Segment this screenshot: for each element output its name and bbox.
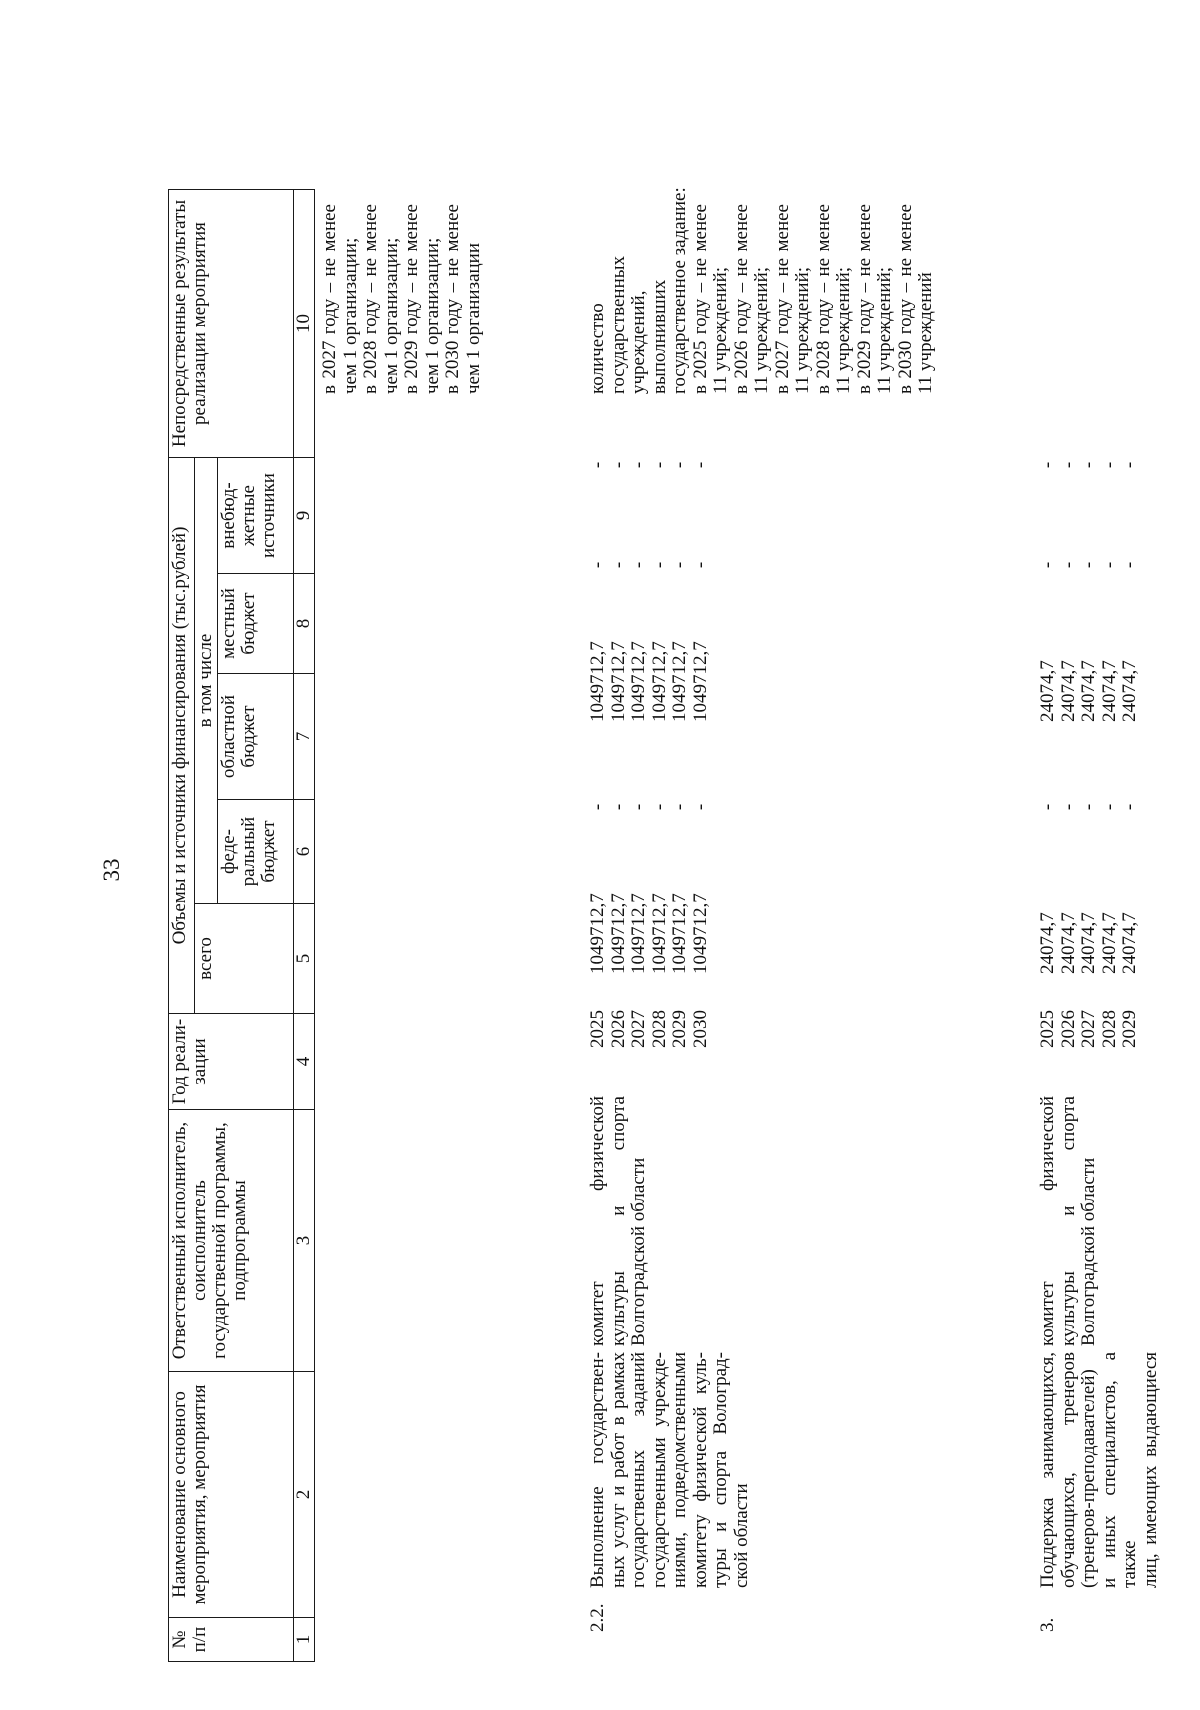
header-funding: Объемы и источники финансирования (тыс.рублей) [169,458,195,1014]
continuation-results [320,204,484,394]
result-line: чем 1 организации; [421,237,443,394]
year-value: 2025 [1037,1010,1058,1048]
header-extra: внебюд-жетные источники [218,458,294,574]
amount-value: - [689,561,711,569]
amount-value: - [587,561,608,569]
measure-name [1038,1352,1161,1588]
col-number-6: 6 [294,800,315,904]
year-value: 2026 [607,1010,629,1048]
text-line: Волгоградской области [1078,1157,1099,1346]
amount-value: - [1037,561,1058,569]
amount-value: - [1098,461,1120,469]
result-line: в 2029 году – не менее [401,204,422,394]
amount-value: - [669,803,690,811]
text-line: Поддержка занимающихся, [1037,1352,1058,1588]
header-local: местный бюджет [218,574,294,674]
text-line: государственных заданий [628,1352,649,1588]
result-line: 11 учреждений [915,272,936,394]
year-value: 2029 [669,1010,690,1048]
years [588,996,711,1048]
header-total: всего [195,904,294,1014]
text-line: ных услуг и работ в рамках [607,1352,629,1588]
result-line: в 2029 году – не менее [853,204,875,394]
regional-values [588,612,711,722]
amount-value: - [1119,803,1140,811]
amount-value: - [648,561,670,569]
result-line: количество государственных [587,255,629,394]
result-line: 11 учреждений; [792,266,813,394]
amount-value: 1049712,7 [689,893,711,974]
header-results: Непосредственные результаты реализации мероприятия [169,190,294,458]
amount-value: 1049712,7 [587,641,608,722]
page-number: 33 [99,858,124,882]
total-values [588,874,711,974]
header-measure-name: Наименование основного мероприятия, мероприятия [169,1372,294,1618]
col-number-1: 1 [294,1618,315,1662]
year-value: 2030 [689,1010,711,1048]
amount-value: 1049712,7 [607,893,629,974]
amount-value: - [607,803,629,811]
result-line: чем 1 организации; [380,237,402,394]
amount-value: - [607,461,629,469]
amount-value: 24074,7 [1057,912,1079,974]
text-line: ниями, подведомственными [669,1352,690,1588]
amount-value: 24074,7 [1037,912,1058,974]
amount-value: - [689,803,711,811]
text-line: Волгоградской области [628,1157,649,1346]
amount-value: - [1098,561,1120,569]
text-line: комитет физической [587,1096,608,1346]
years [1038,996,1141,1048]
amount-value: 24074,7 [1078,660,1099,722]
header-year: Год реали-зации [169,1014,294,1110]
amount-value: - [648,803,670,811]
col-number-3: 3 [294,1110,315,1372]
document-table-area [168,92,1200,1702]
result-line: в 2030 году – не менее [442,204,463,394]
header-including: в том числе [195,458,218,904]
year-value: 2027 [628,1010,649,1048]
col-number-4: 4 [294,1014,315,1110]
local-values [588,550,711,580]
amount-value: 24074,7 [1098,912,1120,974]
amount-value: - [628,461,649,469]
col-number-5: 5 [294,904,315,1014]
amount-value: 24074,7 [1057,660,1079,722]
result-line: 11 учреждений; [710,266,731,394]
amount-value: 1049712,7 [689,641,711,722]
amount-value: - [1098,803,1120,811]
result-line: в 2028 году – не менее [360,204,381,394]
amount-value: - [1119,561,1140,569]
year-value: 2027 [1078,1010,1099,1048]
amount-value: - [1078,561,1099,569]
col-number-9: 9 [294,458,315,574]
amount-value: - [1037,461,1058,469]
column-number-row [294,190,315,1662]
federal-values [588,792,711,822]
amount-value: 1049712,7 [669,641,690,722]
header-number: № п/п [169,1618,294,1662]
year-value: 2028 [1098,1010,1120,1048]
amount-value: 24074,7 [1078,912,1099,974]
header-regional: областной бюджет [218,674,294,800]
amount-value: - [607,561,629,569]
extra-values [1038,450,1141,480]
result-line: 11 учреждений; [874,266,895,394]
header-executor: Ответственный исполнитель, соисполнитель государственной программы, подпрограммы [169,1110,294,1372]
amount-value: - [587,461,608,469]
amount-value: 24074,7 [1119,912,1140,974]
amount-value: 1049712,7 [607,641,629,722]
text-line: Выполнение государствен- [587,1352,608,1588]
amount-value: 1049712,7 [648,893,670,974]
amount-value: 1049712,7 [628,893,649,974]
amount-value: - [1057,561,1079,569]
year-value: 2028 [648,1010,670,1048]
amount-value: 1049712,7 [648,641,670,722]
col-number-8: 8 [294,574,315,674]
amount-value: - [587,803,608,811]
text-line: лиц, имеющих выдающиеся [1139,1352,1161,1588]
total-values [1038,874,1141,974]
result-line: государственное задание: [669,187,690,394]
executor [588,1096,650,1346]
measure-name [588,1352,752,1588]
result-line: в 2028 году – не менее [812,204,834,394]
result-line: чем 1 организации [462,242,484,394]
regional-values [1038,612,1141,722]
amount-value: 1049712,7 [628,641,649,722]
amount-value: - [669,461,690,469]
col-number-2: 2 [294,1372,315,1618]
col-number-7: 7 [294,674,315,800]
result-line: 11 учреждений; [833,266,854,394]
text-line: (тренеров-преподавателей) [1078,1369,1099,1588]
executor [1038,1096,1100,1346]
amount-value: 24074,7 [1037,660,1058,722]
result-line: 11 учреждений; [751,266,772,394]
text-line: ской области [730,1483,752,1588]
text-line: культуры и спорта [1057,1096,1079,1346]
amount-value: - [1037,803,1058,811]
amount-value: - [1057,803,1079,811]
amount-value: 24074,7 [1098,660,1120,722]
amount-value: 1049712,7 [587,893,608,974]
result-line: учреждений, выполнивших [628,279,670,394]
text-line: комитет физической [1037,1096,1058,1346]
local-values [1038,550,1141,580]
amount-value: - [689,461,711,469]
header-federal: феде-ральный бюджет [218,800,294,904]
amount-value: - [669,561,690,569]
result-line: в 2025 году – не менее [689,204,711,394]
text-line: туры и спорта Волоград- [710,1352,731,1588]
extra-values [588,450,711,480]
amount-value: - [648,461,670,469]
result-line: в 2030 году – не менее [894,204,916,394]
result-line: в 2027 году – не менее [319,204,340,394]
text-line: культуры и спорта [607,1096,629,1346]
year-value: 2025 [587,1010,608,1048]
row-number: 3. [1037,1617,1058,1632]
text-line: государственными учрежде- [648,1352,670,1588]
amount-value: 24074,7 [1119,660,1140,722]
amount-value: - [628,803,649,811]
year-value: 2029 [1119,1010,1140,1048]
federal-values [1038,792,1141,822]
amount-value: - [628,561,649,569]
text-line: комитету физической куль- [689,1352,711,1588]
col-number-10: 10 [294,190,315,458]
amount-value: - [1057,461,1079,469]
row-results [587,187,937,394]
result-line: чем 1 организации; [339,237,361,394]
result-line: в 2026 году – не менее [730,204,752,394]
row-number: 2.2. [587,1603,608,1632]
amount-value: - [1119,461,1140,469]
amount-value: 1049712,7 [669,893,690,974]
amount-value: - [1078,461,1099,469]
result-line: в 2027 году – не менее [771,204,793,394]
text-line: и иных специалистов, а также [1098,1352,1140,1588]
text-line: обучающихся, тренеров [1057,1352,1079,1588]
year-value: 2026 [1057,1010,1079,1048]
amount-value: - [1078,803,1099,811]
program-table [168,189,315,1662]
